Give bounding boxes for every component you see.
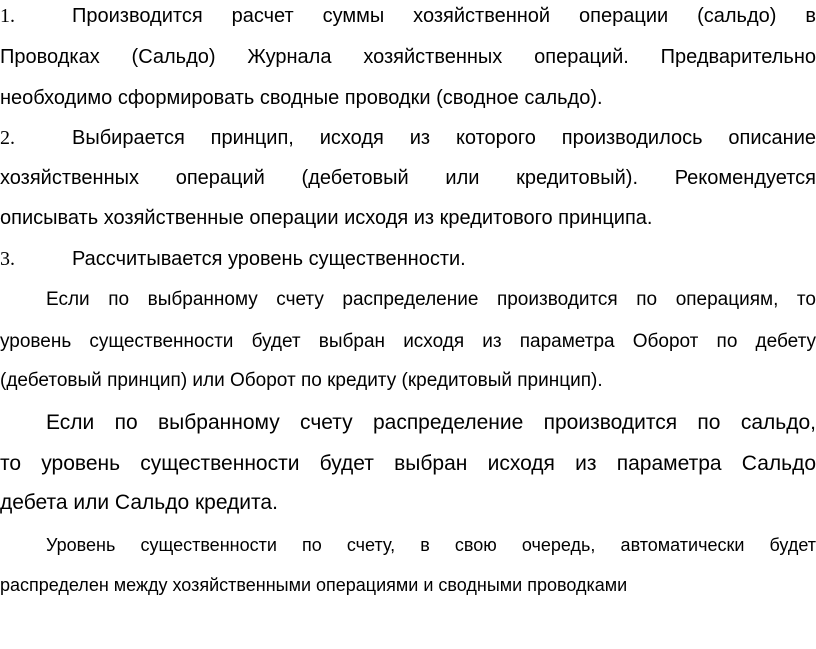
paragraph-1-line-3: необходимо сформировать сводные проводки (сводное сальдо).: [0, 87, 603, 109]
paragraph-4-line-2: уровень существенности будет выбран исходя из параметра Оборот по дебету: [0, 331, 816, 352]
paragraph-4-line-3: (дебетовый принцип) или Оборот по кредиту (кредитовый принцип).: [0, 370, 603, 391]
list-number-2: 2.: [0, 127, 15, 149]
paragraph-5-line-2: то уровень существенности будет выбран исходя из параметра Сальдо: [0, 452, 816, 475]
list-number-3: 3.: [0, 248, 15, 270]
paragraph-1-text-1: Производится расчет суммы хозяйственной операции (сальдо) в: [72, 5, 816, 27]
paragraph-5-text-1: Если по выбранному счету распределение производится по сальдо,: [46, 411, 816, 434]
paragraph-2-line-3: описывать хозяйственные операции исходя из кредитового принципа.: [0, 207, 653, 229]
list-number-1: 1.: [0, 5, 15, 27]
paragraph-4-text-1: Если по выбранному счету распределение производится по операциям, то: [46, 289, 816, 310]
paragraph-2-line-2: хозяйственных операций (дебетовый или кредитовый). Рекомендуется: [0, 167, 816, 189]
paragraph-3-text-1: Рассчитывается уровень существенности.: [72, 248, 466, 270]
paragraph-5-line-3: дебета или Сальдо кредита.: [0, 491, 278, 514]
paragraph-1-line-2: Проводках (Сальдо) Журнала хозяйственных операций. Предварительно: [0, 46, 816, 68]
paragraph-2-text-1: Выбирается принцип, исходя из которого производилось описание: [72, 127, 816, 149]
paragraph-6-text-1: Уровень существенности по счету, в свою очередь, автоматически будет: [46, 535, 816, 555]
paragraph-6-line-2: распределен между хозяйственными операциями и сводными проводками: [0, 575, 628, 595]
